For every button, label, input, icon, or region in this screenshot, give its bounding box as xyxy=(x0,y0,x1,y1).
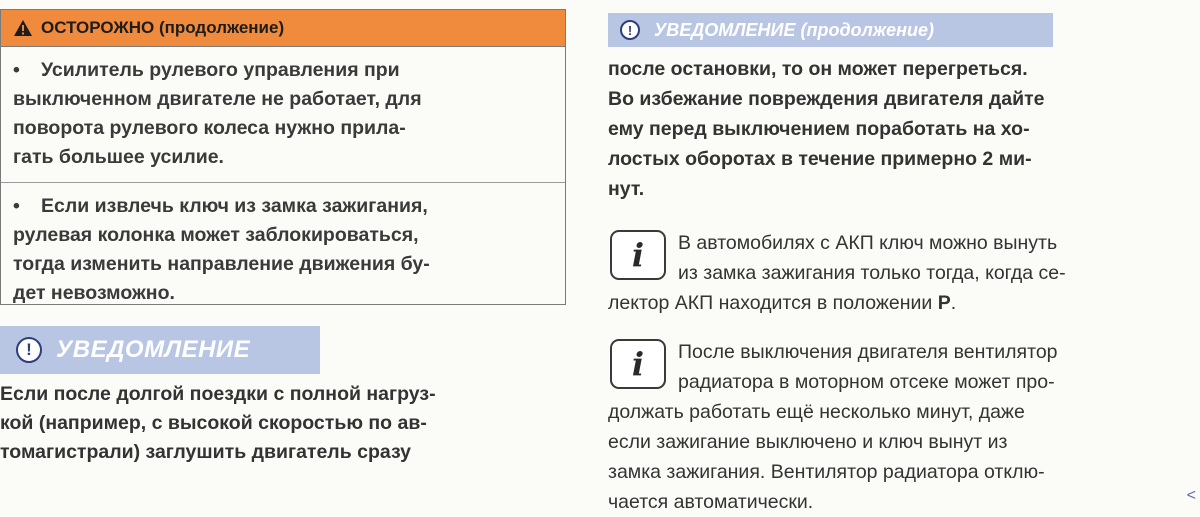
warning-item-line: • Если извлечь ключ из замка зажигания, xyxy=(13,192,553,221)
warning-item-line: • Усилитель рулевого управления при xyxy=(13,56,553,85)
notice-title: УВЕДОМЛЕНИЕ xyxy=(56,336,251,363)
warning-title: ОСТОРОЖНО (продолжение) xyxy=(41,18,285,37)
notice-line: томагистрали) заглушить двигатель сразу xyxy=(0,441,411,463)
info-line: В автомобилях с АКП ключ можно вынуть xyxy=(678,232,1058,254)
info-line: замка зажигания. Вентилятор радиатора отклю- xyxy=(608,461,1045,483)
page-edge-arrow-icon: < xyxy=(1186,487,1196,504)
exclamation-circle-icon: ! xyxy=(620,20,640,40)
info-line: если зажигание выключено и ключ вынут из xyxy=(608,431,1008,453)
info-icon: i xyxy=(610,339,666,389)
notice-line: лостых оборотах в течение примерно 2 ми- xyxy=(608,148,1032,170)
info-line: чается автоматически. xyxy=(608,491,814,513)
warning-item-line: выключенном двигателе не работает, для xyxy=(13,88,422,110)
info-line: После выключения двигателя вентилятор xyxy=(678,341,1058,363)
notice-line: Если после долгой поездки с полной нагруз- xyxy=(0,383,436,405)
gear-position-p: P xyxy=(937,292,951,314)
notice-line: после остановки, то он может перегреться. xyxy=(608,58,1028,80)
notice-continued-title: УВЕДОМЛЕНИЕ (продолжение) xyxy=(654,19,934,40)
bullet: • xyxy=(13,59,20,81)
warning-box xyxy=(0,9,566,305)
warning-item-line: поворота рулевого колеса нужно прила- xyxy=(13,117,406,139)
info-note-fan xyxy=(608,337,1183,517)
info-icon: i xyxy=(610,230,666,280)
bullet: • xyxy=(13,195,20,217)
info-line: лектор АКП находится в положении P. xyxy=(608,292,957,314)
notice-header xyxy=(0,326,320,374)
warning-item xyxy=(1,182,565,318)
notice-line: Во избежание повреждения двигателя дайте xyxy=(608,88,1045,110)
info-line: из замка зажигания только тогда, когда се- xyxy=(678,262,1066,284)
warning-item-line: гать большее усилие. xyxy=(13,146,224,168)
warning-triangle-icon xyxy=(13,19,33,37)
warning-item-line: рулевая колонка может заблокироваться, xyxy=(13,224,419,246)
notice-line: нут. xyxy=(608,178,645,200)
info-line: должать работать ещё несколько минут, даже xyxy=(608,401,1025,423)
warning-item-line: тогда изменить направление движения бу- xyxy=(13,253,430,275)
notice-continued-text xyxy=(608,54,1183,204)
exclamation-circle-icon: ! xyxy=(16,337,42,363)
info-note-transmission xyxy=(608,228,1183,318)
notice-continued-header xyxy=(608,13,1053,47)
notice-text xyxy=(0,380,570,467)
warning-item xyxy=(1,47,565,182)
warning-item-line: дет невозможно. xyxy=(13,282,175,304)
info-line: радиатора в моторном отсеке может про- xyxy=(678,371,1055,393)
warning-header xyxy=(1,10,565,47)
notice-line: кой (например, с высокой скоростью по ав- xyxy=(0,412,427,434)
notice-line: ему перед выключением поработать на хо- xyxy=(608,118,1030,140)
